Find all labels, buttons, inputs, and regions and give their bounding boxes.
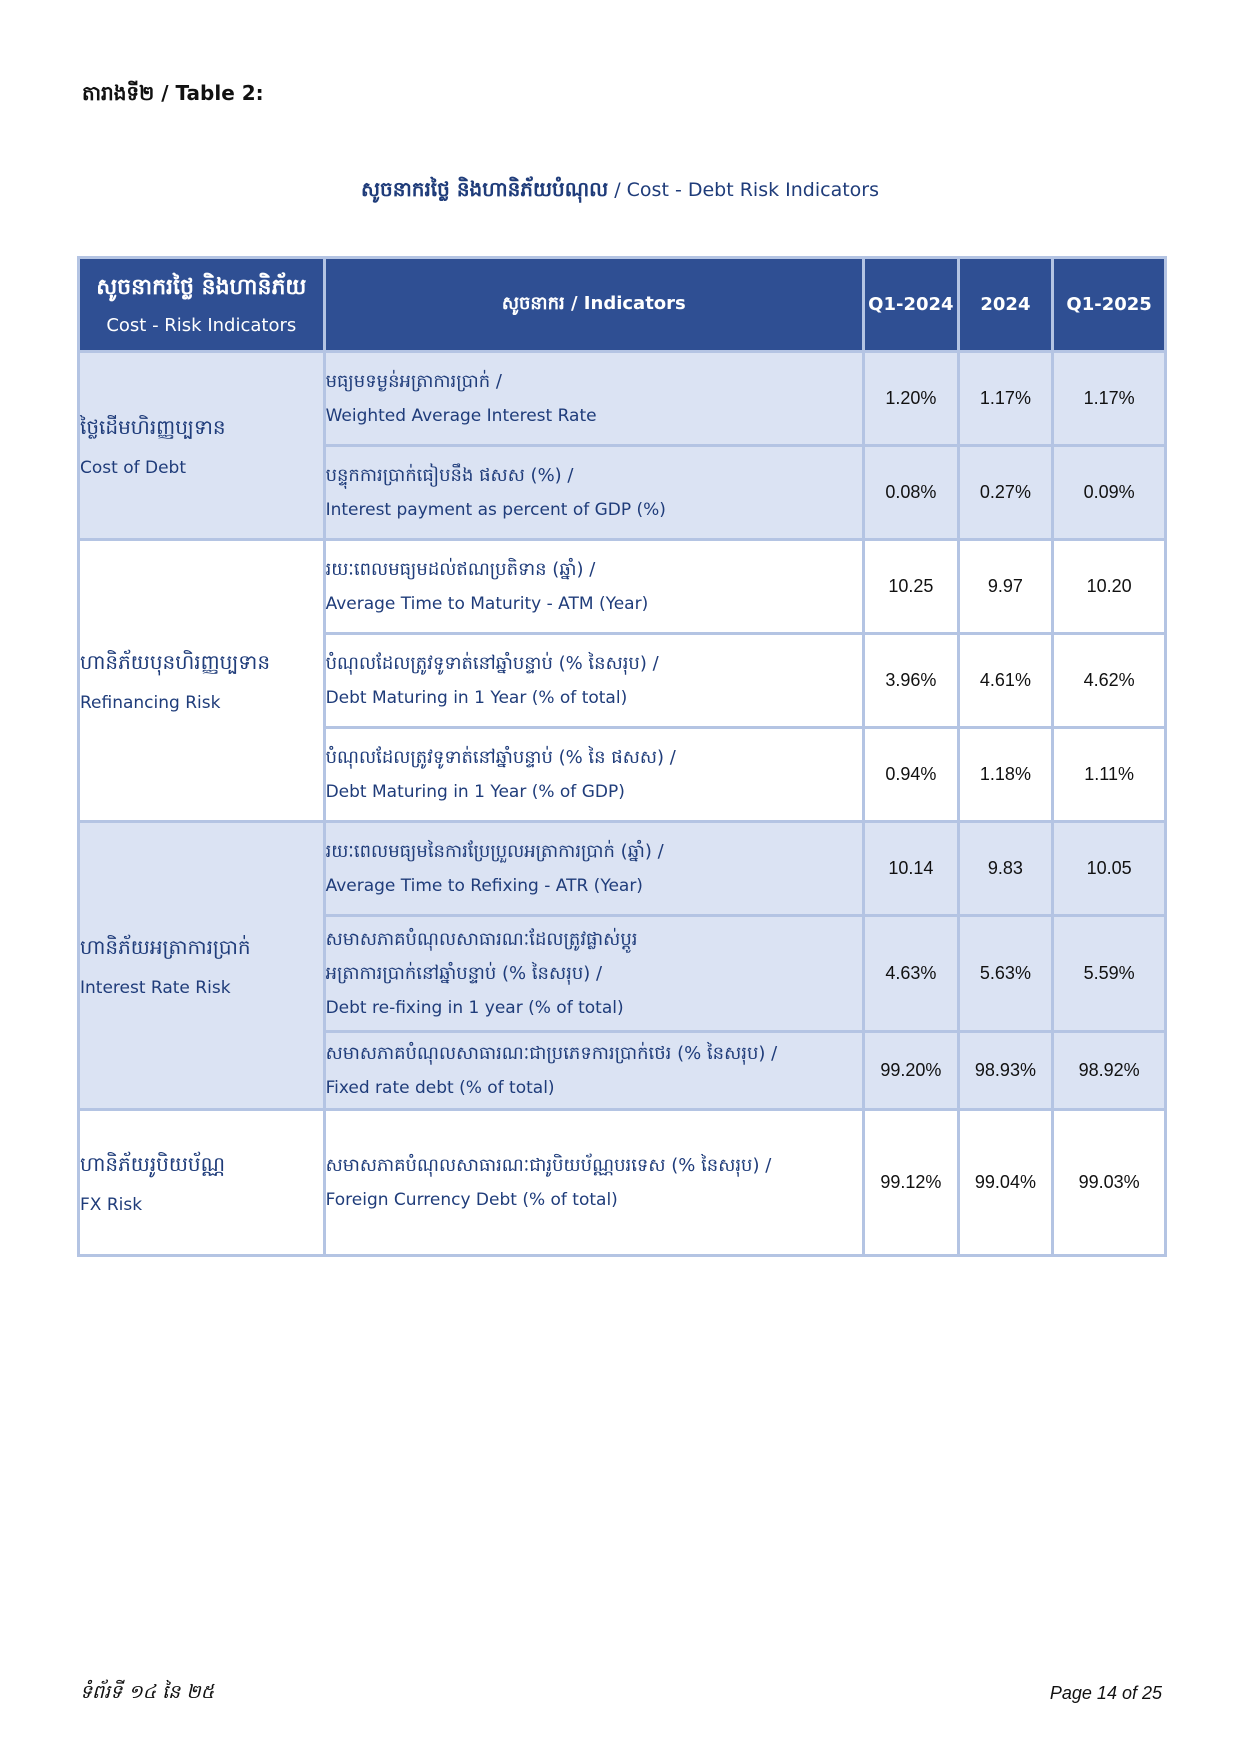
value-q1-2024: 99.20% <box>864 1032 959 1110</box>
value-q1-2025: 10.20 <box>1053 540 1166 634</box>
value-q1-2024: 10.14 <box>864 822 959 916</box>
category-en: Refinancing Risk <box>80 692 221 713</box>
category-en: FX Risk <box>80 1194 143 1215</box>
value-q1-2025: 99.03% <box>1053 1110 1166 1256</box>
value-2024: 9.97 <box>958 540 1053 634</box>
value-q1-2024: 4.63% <box>864 916 959 1032</box>
indicator-en: Average Time to Refixing - ATR (Year) <box>325 875 643 896</box>
page-title <box>0 176 1240 206</box>
indicator-cell <box>324 446 863 540</box>
value-q1-2025: 10.05 <box>1053 822 1166 916</box>
value-q1-2025: 5.59% <box>1053 916 1166 1032</box>
table-row <box>79 822 1166 916</box>
header-category <box>79 258 325 352</box>
indicator-kh: មធ្យមទម្ងន់អត្រាការប្រាក់ / <box>325 370 502 392</box>
header-category-en: Cost - Risk Indicators <box>106 315 297 336</box>
indicator-en: Average Time to Maturity - ATM (Year) <box>325 593 649 614</box>
category-kh: ហានិភ័យរូបិយប័ណ្ណ <box>80 1151 226 1176</box>
value-q1-2024: 3.96% <box>864 634 959 728</box>
table-row <box>79 540 1166 634</box>
indicator-cell <box>324 728 863 822</box>
category-fx-risk <box>79 1110 325 1256</box>
header-q1-2025: Q1-2025 <box>1053 258 1166 352</box>
indicator-cell <box>324 916 863 1032</box>
value-q1-2024: 1.20% <box>864 352 959 446</box>
header-category-kh: សូចនាករថ្លៃ និងហានិភ័យ <box>96 275 307 300</box>
value-2024: 5.63% <box>958 916 1053 1032</box>
page-title-en: / Cost - Debt Risk Indicators <box>608 179 879 201</box>
indicator-cell <box>324 352 863 446</box>
indicator-cell <box>324 1110 863 1256</box>
page-title-kh: សូចនាករថ្លៃ និងហានិភ័យបំណុល <box>360 177 609 201</box>
value-2024: 1.17% <box>958 352 1053 446</box>
page-number-kh: ទំព័រទី ១៤ នៃ ២៥ <box>80 1681 215 1703</box>
category-interest-rate-risk <box>79 822 325 1110</box>
indicator-kh-line2: អត្រាការប្រាក់នៅឆ្នាំបន្ទាប់ (% នៃសរុប) / <box>325 962 603 984</box>
indicator-kh: បំណុលដែលត្រូវទូទាត់នៅឆ្នាំបន្ទាប់ (% នៃ ផសស) / <box>325 746 676 768</box>
indicator-cell <box>324 1032 863 1110</box>
value-q1-2024: 99.12% <box>864 1110 959 1256</box>
indicator-cell <box>324 540 863 634</box>
value-2024: 0.27% <box>958 446 1053 540</box>
indicator-cell <box>324 634 863 728</box>
indicator-kh: បំណុលដែលត្រូវទូទាត់នៅឆ្នាំបន្ទាប់ (% នៃសរុប) / <box>325 652 659 674</box>
category-kh: ហានិភ័យបុនហិរញ្ញប្បទាន <box>80 649 271 674</box>
indicator-kh: បន្ទុកការប្រាក់ធៀបនឹង ផសស (%) / <box>325 464 574 486</box>
indicator-kh: សមាសភាគបំណុលសាធារណៈដែលត្រូវផ្លាស់ប្តូរ <box>325 928 638 950</box>
table-row <box>79 1110 1166 1256</box>
indicator-cell <box>324 822 863 916</box>
value-q1-2024: 0.08% <box>864 446 959 540</box>
indicator-kh: សមាសភាគបំណុលសាធារណៈជារូបិយប័ណ្ណបរទេស (% នៃសរុប) / <box>325 1154 772 1176</box>
category-kh: ថ្លៃដើមហិរញ្ញប្បទាន <box>80 414 226 439</box>
indicator-kh: រយៈពេលមធ្យមនៃការប្រែប្រួលអត្រាការប្រាក់ (ឆ្នាំ) / <box>325 840 664 862</box>
value-q1-2025: 98.92% <box>1053 1032 1166 1110</box>
value-q1-2025: 1.11% <box>1053 728 1166 822</box>
indicator-en: Interest payment as percent of GDP (%) <box>325 499 666 520</box>
category-cost-of-debt <box>79 352 325 540</box>
category-refinancing-risk <box>79 540 325 822</box>
value-2024: 9.83 <box>958 822 1053 916</box>
category-kh: ហានិភ័យអត្រាការប្រាក់ <box>80 934 251 959</box>
indicator-en: Debt Maturing in 1 Year (% of total) <box>325 687 628 708</box>
header-2024: 2024 <box>958 258 1053 352</box>
indicator-kh: រយៈពេលមធ្យមដល់ឥណប្រតិទាន (ឆ្នាំ) / <box>325 558 596 580</box>
table-header-row <box>79 258 1166 352</box>
header-q1-2024: Q1-2024 <box>864 258 959 352</box>
indicator-en: Foreign Currency Debt (% of total) <box>325 1189 618 1210</box>
value-q1-2024: 0.94% <box>864 728 959 822</box>
table-caption: តារាងទី២ / Table 2: <box>82 81 264 105</box>
indicator-en: Debt re-fixing in 1 year (% of total) <box>325 997 624 1018</box>
value-2024: 1.18% <box>958 728 1053 822</box>
value-q1-2024: 10.25 <box>864 540 959 634</box>
page-number-en: Page 14 of 25 <box>1049 1683 1162 1703</box>
indicator-kh: សមាសភាគបំណុលសាធារណៈជាប្រភេទការប្រាក់ថេរ (% នៃសរុប) / <box>325 1042 778 1064</box>
category-en: Interest Rate Risk <box>80 977 231 998</box>
value-2024: 4.61% <box>958 634 1053 728</box>
category-en: Cost of Debt <box>80 457 186 478</box>
table-row <box>79 352 1166 446</box>
value-q1-2025: 1.17% <box>1053 352 1166 446</box>
indicator-en: Debt Maturing in 1 Year (% of GDP) <box>325 781 625 802</box>
value-2024: 99.04% <box>958 1110 1053 1256</box>
header-indicator: សូចនាករ / Indicators <box>324 258 863 352</box>
value-q1-2025: 0.09% <box>1053 446 1166 540</box>
indicator-en: Weighted Average Interest Rate <box>325 405 597 426</box>
indicator-en: Fixed rate debt (% of total) <box>325 1077 555 1098</box>
value-2024: 98.93% <box>958 1032 1053 1110</box>
debt-risk-table <box>77 256 1167 1257</box>
value-q1-2025: 4.62% <box>1053 634 1166 728</box>
